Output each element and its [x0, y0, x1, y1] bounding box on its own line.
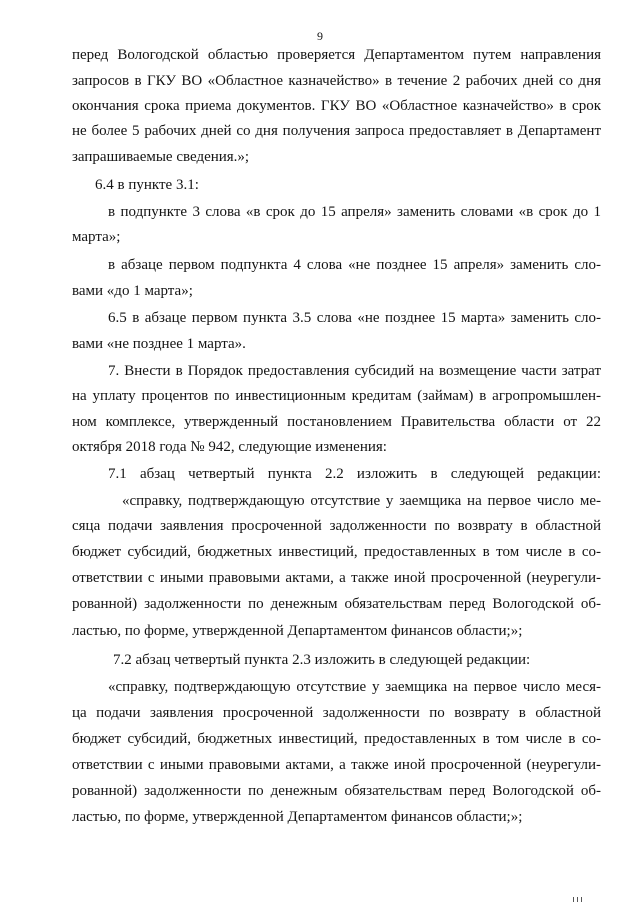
text-line: «справку, подтверждающую отсутствие у заемщика на первое число ме- [122, 493, 601, 509]
text-line: ответствии с иными правовыми актами, а также иной просроченной (неурегули- [72, 757, 601, 773]
scan-artifact [573, 889, 589, 895]
text-line: ном комплексе, утвержденный постановлением Правительства области от 22 [72, 414, 601, 430]
page-number: 9 [317, 29, 323, 43]
text-line: в подпункте 3 слова «в срок до 15 апреля» заменить словами «в срок до 1 [108, 204, 601, 220]
text-line: рованной) задолженности по денежным обязательствам перед Вологодской об- [72, 596, 601, 612]
text-line: октября 2018 года № 942, следующие изменения: [72, 439, 387, 455]
text-line: сяца подачи заявления просроченной задолженности по возврату в областной [72, 518, 601, 534]
text-line: вами «до 1 марта»; [72, 283, 193, 299]
text-line: рованной) задолженности по денежным обязательствам перед Вологодской об- [72, 783, 601, 799]
text-line: на уплату процентов по инвестиционным кредитам (займам) в агропромышлен- [72, 388, 601, 404]
text-line: 7. Внести в Порядок предоставления субсидий на возмещение части затрат [108, 363, 601, 379]
text-line: 6.4 в пункте 3.1: [95, 177, 199, 193]
text-line: в абзаце первом подпункта 4 слова «не позднее 15 апреля» заменить сло- [108, 257, 601, 273]
text-line: ответствии с иными правовыми актами, а также иной просроченной (неурегули- [72, 570, 601, 586]
text-line: ластью, по форме, утвержденной Департаментом финансов области;»; [72, 623, 523, 639]
text-line: запросов в ГКУ ВО «Областное казначейство» в течение 2 рабочих дней со дня [72, 73, 601, 89]
text-line: ца подачи заявления просроченной задолженности по возврату в областной [72, 705, 601, 721]
text-line: окончания срока приема документов. ГКУ ВО «Областное казначейство» в срок [72, 98, 601, 114]
text-line: запрашиваемые сведения.»; [72, 149, 250, 165]
text-line: не более 5 рабочих дней со дня получения запроса предоставляет в Департамент [72, 123, 601, 139]
text-line: перед Вологодской областью проверяется Департаментом путем направления [72, 47, 601, 63]
text-line: вами «не позднее 1 марта». [72, 336, 246, 352]
text-line: марта»; [72, 229, 121, 245]
text-line: бюджет субсидий, бюджетных инвестиций, предоставленных в том числе в со- [72, 544, 601, 560]
text-line: 7.2 абзац четвертый пункта 2.3 изложить в следующей редакции: [113, 652, 531, 668]
text-line: «справку, подтверждающую отсутствие у заемщика на первое число меся- [108, 679, 601, 695]
text-line: ластью, по форме, утвержденной Департаментом финансов области;»; [72, 809, 523, 825]
text-line: 7.1 абзац четвертый пункта 2.2 изложить в следующей редакции: [108, 466, 601, 482]
text-line: бюджет субсидий, бюджетных инвестиций, предоставленных в том числе в со- [72, 731, 601, 747]
text-line: 6.5 в абзаце первом пункта 3.5 слова «не позднее 15 марта» заменить сло- [108, 310, 601, 326]
